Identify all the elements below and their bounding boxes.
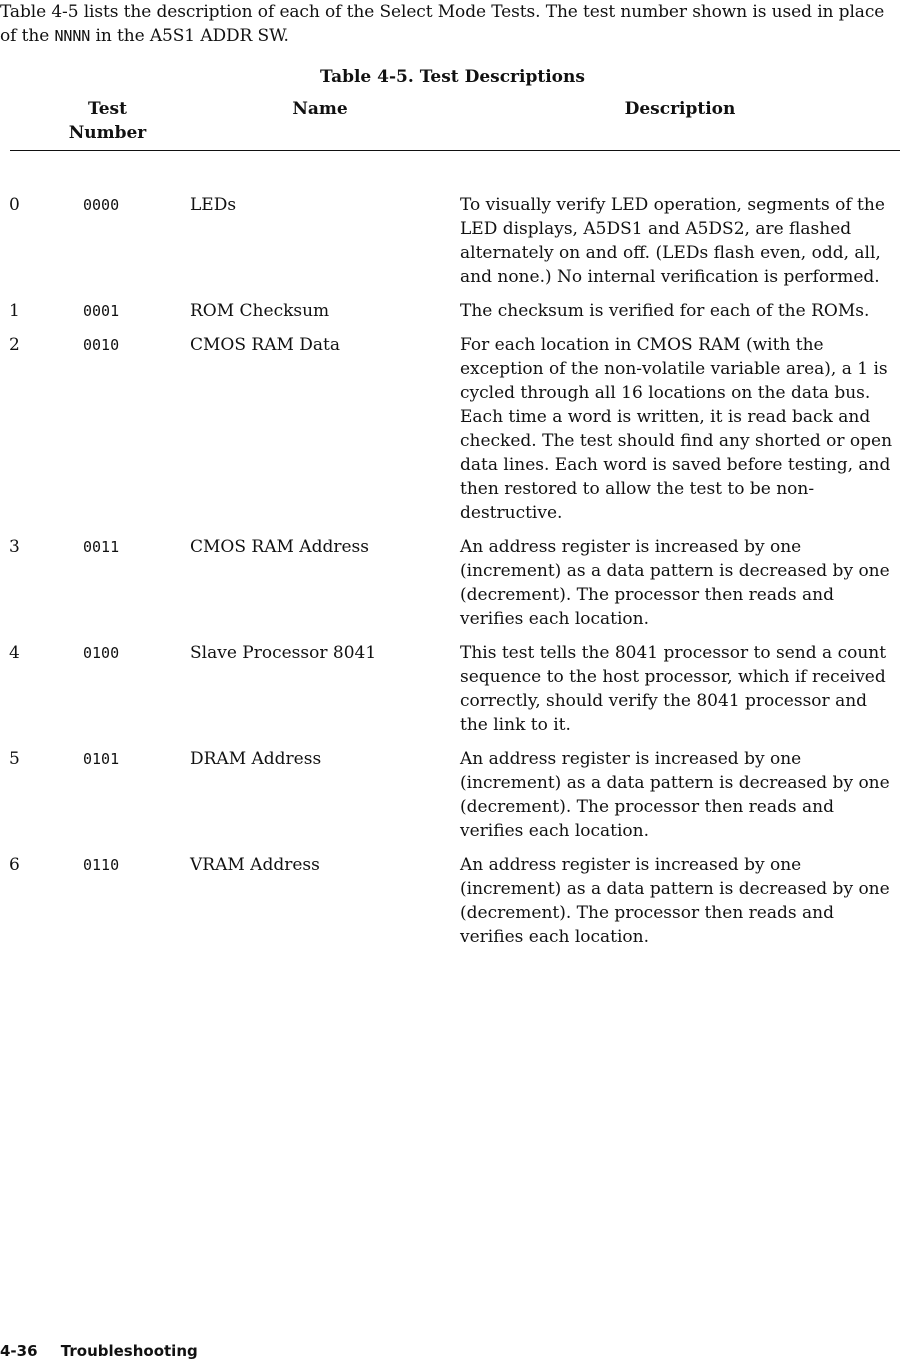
table-title: Table 4-5. Test Descriptions xyxy=(320,67,585,87)
test-number: 6 xyxy=(9,855,20,875)
test-description: This test tells the 8041 processor to send a count sequence to the host processor, which if received correctly, should verify the 8041 processor and the link to it. xyxy=(460,643,887,735)
table-row xyxy=(0,853,900,949)
test-description: An address register is increased by one (increment) as a data pattern is decreased by one (decrement). The processor then reads and verifies each location. xyxy=(460,855,890,947)
page-footer xyxy=(0,1342,198,1360)
intro-code: NNNN xyxy=(54,27,91,45)
section-name: Troubleshooting xyxy=(60,1342,198,1360)
test-number: 1 xyxy=(9,301,20,321)
header-test-number: Test Number xyxy=(68,99,147,143)
intro-paragraph xyxy=(0,0,900,48)
test-code: 0011 xyxy=(83,538,120,556)
test-name: DRAM Address xyxy=(190,749,322,769)
table-row xyxy=(0,641,900,737)
table-row xyxy=(0,747,900,843)
test-name: ROM Checksum xyxy=(190,301,330,321)
test-name: LEDs xyxy=(190,195,237,215)
test-name: Slave Processor 8041 xyxy=(190,643,377,663)
test-name: VRAM Address xyxy=(190,855,320,875)
test-description: To visually verify LED operation, segments of the LED displays, A5DS1 and A5DS2, are flashed alternately on and off. (LEDs flash even, odd, all, and none.) No internal verification is performed. xyxy=(460,195,885,287)
test-description: An address register is increased by one (increment) as a data pattern is decreased by one (decrement). The processor then reads and verifies each location. xyxy=(460,749,890,841)
test-code: 0100 xyxy=(83,644,120,662)
header-divider xyxy=(10,150,900,151)
test-description: An address register is increased by one (increment) as a data pattern is decreased by one (decrement). The processor then reads and verifies each location. xyxy=(460,537,890,629)
table-row xyxy=(0,193,900,289)
test-number: 5 xyxy=(9,749,20,769)
test-number: 3 xyxy=(9,537,20,557)
test-number: 0 xyxy=(9,195,20,215)
intro-text-1: Table 4-5 lists the description of each of the Select Mode Tests. The test number shown is used in place of the xyxy=(0,2,885,46)
header-description: Description xyxy=(624,99,736,119)
test-code: 0101 xyxy=(83,750,120,768)
table-row xyxy=(0,535,900,631)
test-code: 0010 xyxy=(83,336,120,354)
test-code: 0110 xyxy=(83,856,120,874)
test-description: For each location in CMOS RAM (with the exception of the non-volatile variable area), a 1 is cycled through all 16 locations on the data bus. Each time a word is written, it is read back and checked. The test should find any shorted or open data lines. Each word is saved before testing, and then restored to allow the test to be non-destructive. xyxy=(460,335,893,523)
test-name: CMOS RAM Data xyxy=(190,335,341,355)
test-descriptions-table xyxy=(0,193,900,959)
test-number: 2 xyxy=(9,335,20,355)
intro-text-2: in the A5S1 ADDR SW. xyxy=(90,26,289,46)
test-name: CMOS RAM Address xyxy=(190,537,369,557)
page-number: 4-36 xyxy=(0,1342,38,1360)
header-name: Name xyxy=(292,99,348,119)
test-code: 0001 xyxy=(83,302,120,320)
table-row xyxy=(0,299,900,323)
test-code: 0000 xyxy=(83,196,120,214)
table-row xyxy=(0,333,900,525)
test-number: 4 xyxy=(9,643,20,663)
test-description: The checksum is verified for each of the ROMs. xyxy=(460,301,870,321)
